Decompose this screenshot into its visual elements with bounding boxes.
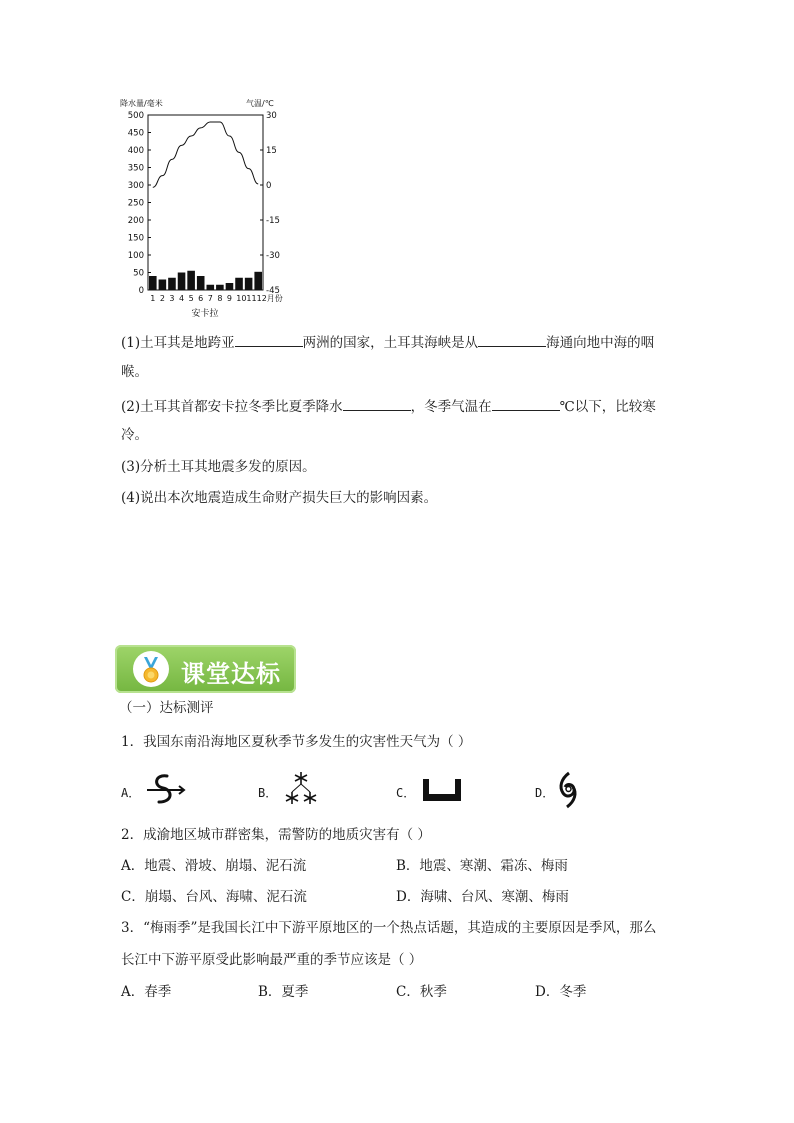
option-letter: C． [396, 786, 416, 800]
precipitation-bar [254, 272, 262, 290]
q1-option-a[interactable] [121, 770, 241, 810]
left-tick-label: 0 [138, 286, 144, 296]
left-tick-label: 150 [127, 233, 144, 244]
climate-chart [110, 90, 300, 330]
q-text: 喉。 [121, 364, 148, 380]
right-tick-label: 0 [266, 181, 272, 191]
q3-option-b[interactable]: B．夏季 [258, 984, 309, 1000]
q-line-6 [121, 492, 437, 506]
left-tick-label: 350 [127, 163, 144, 174]
left-tick-label: 400 [127, 146, 144, 156]
right-tick-label: -45 [266, 286, 280, 296]
q-line-4 [121, 429, 148, 443]
x-tick-label: 6 [198, 294, 204, 303]
right-tick-label: -15 [266, 216, 280, 226]
banner-title: 课堂达标 [181, 660, 281, 688]
answer-blank[interactable] [235, 334, 303, 347]
q1-stem: 1．我国东南沿海地区夏秋季节多发生的灾害性天气为（ ） [121, 734, 472, 750]
section-heading: （一）达标测评 [119, 700, 214, 716]
q2-stem: 2．成渝地区城市群密集，需警防的地质灾害有（ ） [121, 827, 431, 843]
answer-blank[interactable] [343, 398, 411, 411]
precipitation-bar [207, 285, 215, 290]
q-text: ℃以下，比较寒 [559, 399, 656, 415]
answer-blank[interactable] [492, 398, 560, 411]
cold-wave-symbol-icon [420, 776, 464, 806]
right-axis-label: 气温/℃ [246, 99, 274, 108]
x-tick-label: 7 [207, 294, 213, 303]
q-text: ，冬季气温在 [410, 399, 492, 415]
q2-option-c[interactable]: C．崩塌、台风、海啸、泥石流 [121, 889, 307, 905]
q3-stem-line1: 3．“梅雨季”是我国长江中下游平原地区的一个热点话题，其造成的主要原因是季风，那么 [121, 920, 657, 936]
precipitation-bar [149, 276, 157, 290]
x-tick-label: 3 [169, 294, 175, 303]
q2-option-b[interactable]: B．地震、寒潮、霜冻、梅雨 [396, 858, 568, 874]
precipitation-bar [226, 283, 234, 290]
q-text: 海通向地中海的咽 [546, 335, 655, 351]
q-line-5 [121, 461, 316, 475]
q-text: (4)说出本次地震造成生命财产损失巨大的影响因素。 [121, 490, 438, 506]
precipitation-bar [178, 273, 186, 291]
option-letter: A． [121, 786, 141, 800]
left-axis-label: 降水量/毫米 [120, 99, 163, 108]
precipitation-bar [168, 278, 176, 290]
q-text: (3)分析土耳其地震多发的原因。 [121, 459, 316, 475]
q-text: 冷。 [121, 427, 148, 443]
option-letter: D． [535, 786, 555, 800]
x-tick-label: 2 [159, 294, 165, 303]
right-tick-label: 30 [266, 111, 277, 121]
q1-option-d[interactable] [535, 770, 655, 810]
q3-option-c[interactable]: C．秋季 [396, 984, 447, 1000]
q2-option-a[interactable]: A．地震、滑坡、崩塌、泥石流 [121, 858, 307, 874]
q2-option-d[interactable]: D．海啸、台风、寒潮、梅雨 [396, 889, 569, 905]
q-line-2 [121, 366, 148, 380]
q-line-1 [121, 334, 654, 351]
precipitation-bar [187, 271, 195, 290]
right-tick-label: 15 [266, 146, 277, 156]
precipitation-bar [216, 285, 224, 290]
right-tick-label: -30 [266, 251, 280, 261]
left-tick-label: 450 [127, 128, 144, 139]
section-banner [115, 645, 296, 693]
option-letter: B． [258, 786, 278, 800]
medal-icon [133, 651, 169, 687]
q3-option-d[interactable]: D．冬季 [535, 984, 587, 1000]
typhoon-symbol-icon [553, 771, 583, 809]
left-tick-label: 300 [127, 181, 144, 191]
x-tick-label: 1 [150, 294, 156, 303]
precipitation-bar [245, 278, 253, 290]
answer-blank[interactable] [478, 334, 546, 347]
q-text: (2)土耳其首都安卡拉冬季比夏季降水 [121, 399, 343, 415]
precipitation-bar [235, 278, 243, 290]
q-line-3 [121, 398, 656, 415]
x-tick-label: 8 [217, 294, 223, 303]
q-text: (1)土耳其是地跨亚 [121, 335, 235, 351]
left-tick-label: 250 [127, 198, 144, 209]
q3-option-a[interactable]: A．春季 [121, 984, 172, 1000]
left-tick-label: 200 [127, 216, 144, 226]
q-text: 两洲的国家，土耳其海峡是从 [302, 335, 479, 351]
precipitation-bar [159, 280, 167, 291]
x-tick-label: 5 [188, 294, 194, 303]
q1-option-c[interactable] [396, 770, 516, 810]
x-tick-label: 9 [226, 294, 233, 303]
x-tick-label: 4 [178, 294, 185, 303]
snowfall-symbol-icon [280, 770, 322, 810]
left-tick-label: 500 [127, 111, 144, 121]
precipitation-bar [197, 276, 205, 290]
q3-stem-line2: 长江中下游平原受此影响最严重的季节应该是（ ） [121, 952, 423, 968]
chart-title: 安卡拉 [191, 309, 219, 319]
climate-chart-svg [110, 90, 300, 330]
x-tick-label: 101112月份 [236, 294, 283, 303]
q1-option-b[interactable] [258, 770, 378, 810]
left-tick-label: 50 [133, 268, 144, 279]
temperature-line [153, 122, 258, 187]
sandstorm-symbol-icon [145, 772, 187, 808]
left-tick-label: 100 [127, 251, 144, 261]
plot-frame [148, 115, 263, 290]
